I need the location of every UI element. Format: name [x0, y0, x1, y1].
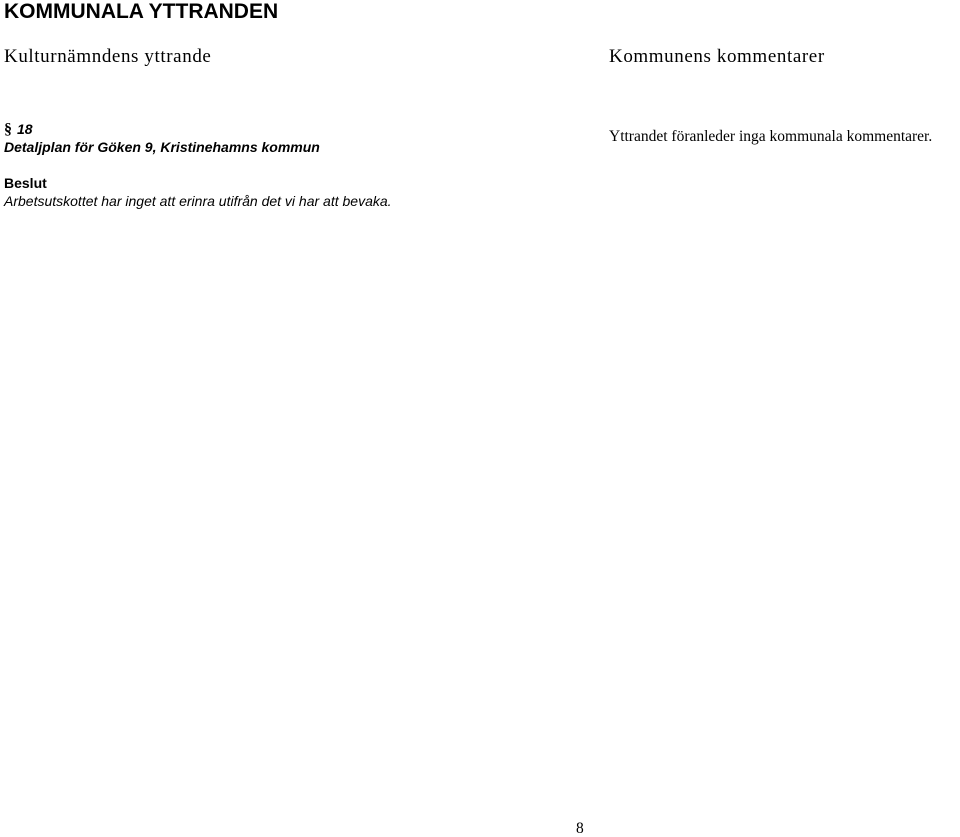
section-mark: §: [4, 121, 12, 138]
decision-text: Arbetsutskottet har inget att erinra utifrån det vi har att bevaka.: [4, 193, 392, 209]
municipality-comment: Yttrandet föranleder inga kommunala kommentarer.: [609, 128, 933, 145]
right-column-heading: Kommunens kommentarer: [609, 46, 825, 67]
section-title: Detaljplan för Göken 9, Kristinehamns kommun: [4, 139, 320, 155]
section-number-value: 18: [17, 121, 33, 137]
document-title: KOMMUNALA YTTRANDEN: [4, 0, 279, 23]
page-number: 8: [576, 820, 584, 837]
decision-heading: Beslut: [4, 175, 47, 191]
section-number: [4, 121, 33, 138]
left-column-heading: Kulturnämndens yttrande: [4, 46, 212, 67]
